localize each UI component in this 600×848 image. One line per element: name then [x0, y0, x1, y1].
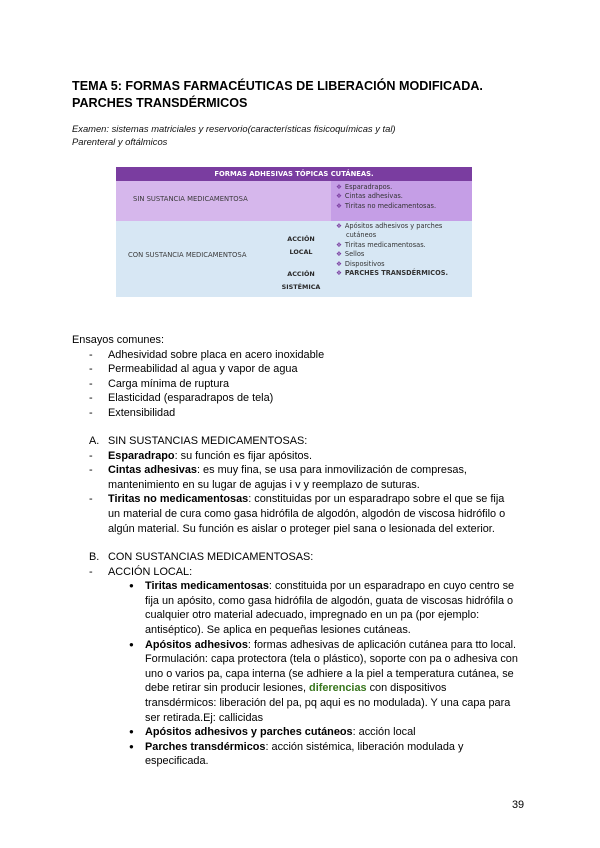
diamond-bullet-icon: ❖	[336, 250, 342, 259]
list-item-apositos: ● Apósitos adhesivos: formas adhesivas de aplicación cutánea para tto local.	[129, 638, 517, 651]
list-item-esparadrapo: - Esparadrapo: su función es fijar apósitos.	[89, 449, 312, 462]
accion-local-label: ACCIÓN LOCAL	[287, 235, 315, 256]
list-item: ❖ Tiritas no medicamentosas.	[336, 201, 437, 210]
diamond-bullet-icon: ❖	[336, 259, 342, 268]
ensayos-section	[72, 333, 532, 421]
list-item-cont: uno o varios pa, capa interna (se adhiere a la piel a temperatura cutánea, se	[145, 667, 514, 680]
row-label-sin: SIN SUSTANCIA MEDICAMENTOSA	[133, 195, 248, 203]
diamond-bullet-icon: ❖	[336, 222, 342, 230]
list-item-cintas-cont: mantenimiento en su lugar de agujas i v y reemplazo de suturas.	[108, 478, 420, 491]
highlight-diferencias: diferencias	[309, 682, 367, 695]
section-a	[72, 434, 532, 536]
row-sin-items	[336, 183, 436, 211]
list-item-cont: transdérmicos: liberación del pa, pq aqui es no modulada). Y una capa para	[145, 696, 511, 709]
list-item: cutáneos	[346, 231, 377, 240]
adhesive-forms-table	[116, 167, 472, 297]
list-item-cont: debe retirar sin producir lesiones, diferencias con dispositivos	[145, 682, 447, 695]
list-item-cont: especificada.	[145, 755, 209, 768]
section-a-heading: A. SIN SUSTANCIAS MEDICAMENTOSAS:	[89, 435, 308, 447]
list-item-cont: cualquier otro material adecuado, impregnado en un pa (por ejemplo:	[145, 609, 480, 622]
exam-note-line-2: Parenteral y oftálmicos	[72, 136, 168, 147]
list-item: - Extensibilidad	[89, 406, 176, 419]
diamond-bullet-icon: ❖	[336, 192, 342, 201]
list-item-tiritas-cont: algún material. Su función es aislar o proteger piel sana o lesionada del exterior.	[108, 522, 495, 535]
list-item-cont: Formulación: capa protectora (tela o plástico), soporte con pa o adhesiva con	[145, 653, 518, 666]
ensayos-heading: Ensayos comunes:	[72, 334, 165, 346]
list-item: ❖ Tiritas medicamentosas.	[336, 240, 426, 249]
list-item: ❖ Sellos	[336, 250, 365, 259]
page-number: 39	[512, 799, 525, 811]
list-item-tiritas-med: ● Tiritas medicamentosas: constituida por un esparadrapo en cuyo centro se	[129, 580, 515, 593]
list-item-cont: fija un apósito, como gasa hidrófila de algodón, guata de viscosas hidrófila o	[145, 594, 514, 607]
diamond-bullet-icon: ❖	[336, 201, 342, 210]
list-item: ❖ Cintas adhesivas.	[336, 192, 403, 201]
row-con-items	[336, 222, 448, 278]
list-item: ❖ Apósitos adhesivos y parches	[336, 222, 443, 230]
list-item: ❖ Esparadrapos.	[336, 183, 393, 191]
section-b	[72, 550, 532, 769]
title-line-1: TEMA 5: FORMAS FARMACÉUTICAS DE LIBERACIÓN MODIFICADA.	[72, 79, 483, 93]
exam-note-line-1: Examen: sistemas matriciales y reservorio(características fisicoquímicas y tal)	[72, 123, 396, 134]
section-b-heading: B. CON SUSTANCIAS MEDICAMENTOSAS:	[89, 551, 314, 563]
table-header: FORMAS ADHESIVAS TÓPICAS CUTÁNEAS.	[116, 167, 472, 181]
accion-local-heading: - ACCIÓN LOCAL:	[89, 565, 193, 578]
list-item-tiritas-cont: un material de cura como gasa hidrófila de algodón, algodón de viscosa hidrófilo o	[108, 507, 506, 520]
list-item: ❖ Dispositivos	[336, 259, 385, 268]
list-item-cont: antiséptico). Se aplica en pequeñas lesiones cutáneas.	[145, 623, 411, 636]
list-item-cont: ser retirada.Ej: callicidas	[145, 711, 264, 724]
title-line-2: PARCHES TRANSDÉRMICOS	[72, 96, 248, 110]
diamond-bullet-icon: ❖	[336, 269, 342, 278]
list-item: - Carga mínima de ruptura	[89, 377, 230, 390]
diamond-bullet-icon: ❖	[336, 240, 342, 249]
accion-sistemica-label: ACCIÓN SISTÉMICA	[281, 270, 321, 291]
list-item: ❖ PARCHES TRANSDÉRMICOS.	[336, 269, 448, 278]
document-title	[72, 78, 542, 112]
list-item-apositos-parches: ● Apósitos adhesivos y parches cutáneos: acción local	[129, 726, 416, 739]
diamond-bullet-icon: ❖	[336, 183, 342, 191]
list-item-tiritas: - Tiritas no medicamentosas: constituidas por un esparadrapo sobre el que se fija	[89, 493, 505, 506]
list-item: - Elasticidad (esparadrapos de tela)	[89, 392, 274, 405]
list-item-parches-transdermicos: ● Parches transdérmicos: acción sistémica, liberación modulada y	[129, 740, 464, 753]
list-item: - Adhesividad sobre placa en acero inoxidable	[89, 348, 325, 361]
list-item: - Permeabilidad al agua y vapor de agua	[89, 363, 298, 376]
row-label-con: CON SUSTANCIA MEDICAMENTOSA	[128, 251, 247, 259]
exam-notes	[72, 122, 396, 148]
list-item-cintas: - Cintas adhesivas: es muy fina, se usa para inmovilización de compresas,	[89, 464, 467, 477]
